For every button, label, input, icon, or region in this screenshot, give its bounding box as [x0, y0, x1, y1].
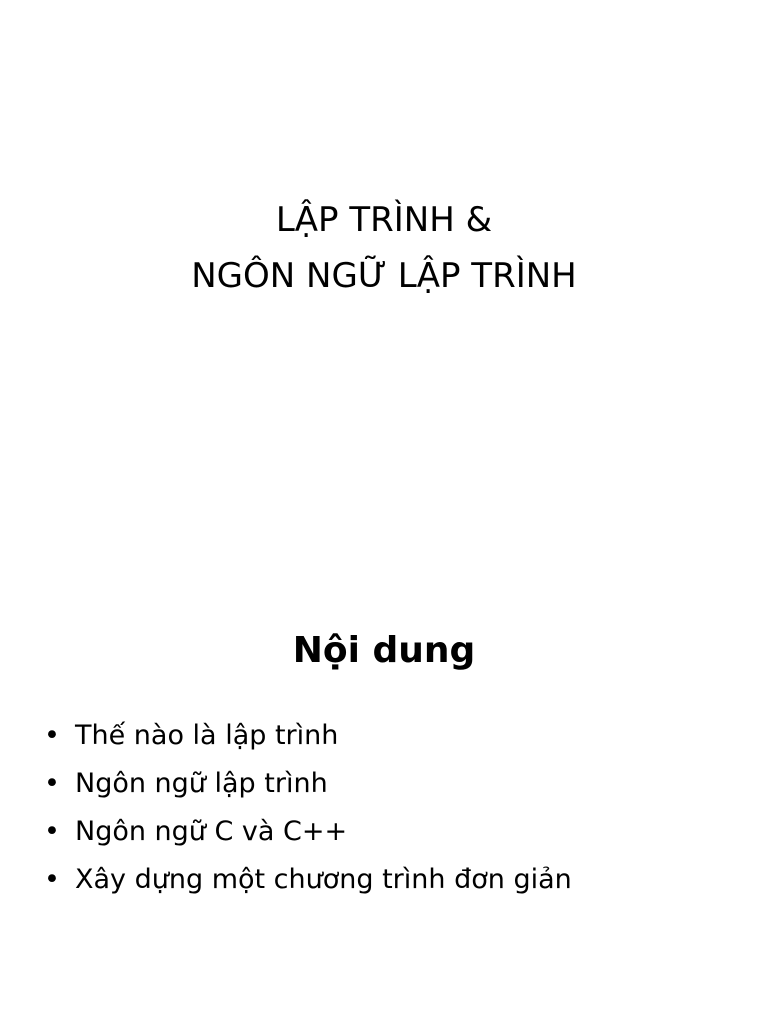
list-item [44, 760, 744, 808]
list-item [44, 856, 744, 904]
contents-slide [0, 512, 768, 1024]
list-item-text: Ngôn ngữ C và C++ [75, 816, 348, 847]
contents-heading: Nội dung [292, 630, 476, 671]
title-line-1: LẬP TRÌNH & [275, 200, 493, 240]
list-item [44, 808, 744, 856]
bullet-icon: • [44, 864, 60, 895]
title-line-2: NGÔN NGỮ LẬP TRÌNH [191, 256, 577, 296]
slide-title [0, 192, 768, 304]
list-item-text: Xây dựng một chương trình đơn giản [75, 864, 572, 895]
bullet-icon: • [44, 720, 60, 751]
list-item [44, 712, 744, 760]
bullet-icon: • [44, 768, 60, 799]
bullet-icon: • [44, 816, 60, 847]
list-item-text: Ngôn ngữ lập trình [75, 768, 328, 799]
list-item-text: Thế nào là lập trình [75, 720, 339, 751]
contents-list [44, 712, 744, 904]
